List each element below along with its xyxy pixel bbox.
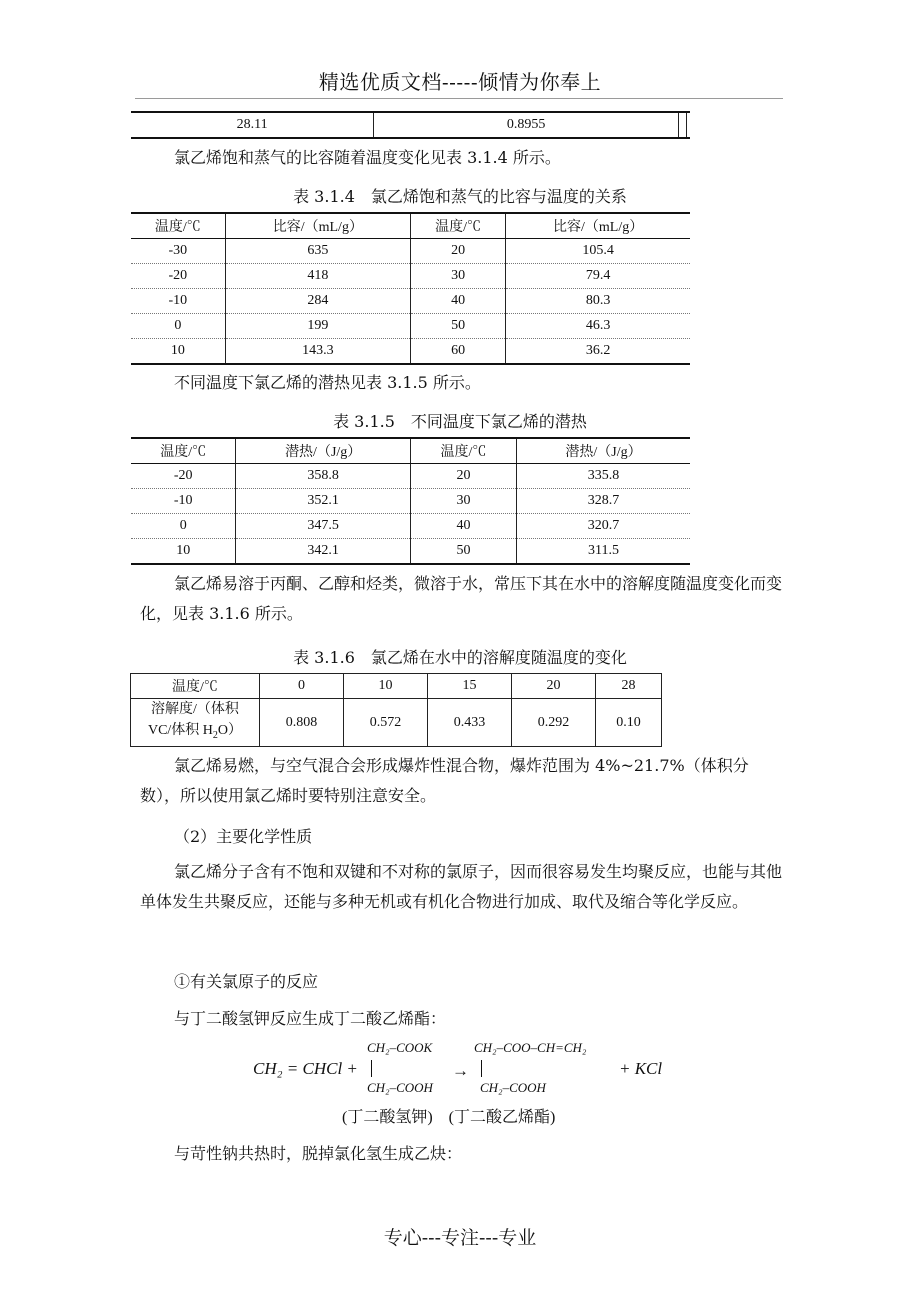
table-cell: 30 bbox=[410, 489, 516, 514]
table-cell: 635 bbox=[225, 239, 410, 264]
table-cell: 320.7 bbox=[587, 518, 620, 533]
product-top: CH₂–COO–CH=CH₂ bbox=[474, 1040, 587, 1055]
row-label bbox=[131, 699, 260, 747]
table-cell: 10 bbox=[344, 674, 428, 699]
paragraph-9: 与苛性钠共热时，脱掉氯化氢生成乙炔： bbox=[174, 1144, 463, 1163]
table-3-1-5 bbox=[131, 437, 690, 565]
header-cell: 比容/（mL/g） bbox=[225, 213, 410, 239]
table-3-1-6 bbox=[130, 673, 662, 747]
header-cell: 温度/℃ bbox=[410, 438, 516, 464]
compound-names: (丁二酸氢钾) (丁二酸乙烯酯) bbox=[342, 1109, 556, 1126]
table-3-1-6-caption: 表 3.1.6 氯乙烯在水中的溶解度随温度的变化 bbox=[293, 648, 627, 667]
table-cell: 143.3 bbox=[225, 339, 410, 365]
table-cell: 80.3 bbox=[585, 293, 611, 308]
header-cell: 潜热/（J/g） bbox=[236, 438, 411, 464]
bond-line bbox=[371, 1060, 372, 1077]
table-cell: 311.5 bbox=[588, 543, 619, 558]
paragraph-6: 氯乙烯分子含有不饱和双键和不对称的氯原子，因而很容易发生均聚反应，也能与其他单体发生共聚反应，还能与多种无机或有机化合物进行加成、取代及缩合等化学反应。 bbox=[140, 862, 783, 911]
table-cell: 418 bbox=[225, 264, 410, 289]
header-cell: 温度/℃ bbox=[410, 213, 505, 239]
table-cell: 105.4 bbox=[582, 243, 614, 258]
table-cell: -10 bbox=[131, 289, 225, 314]
table-cell: 20 bbox=[410, 239, 505, 264]
table-cell: 40 bbox=[410, 514, 516, 539]
table-cell: 20 bbox=[512, 674, 596, 699]
header-cell: 温度/℃ bbox=[131, 438, 236, 464]
table-row bbox=[131, 489, 690, 514]
table-cell: 40 bbox=[410, 289, 505, 314]
table-cell: 10 bbox=[131, 339, 225, 365]
table-cell: 0.10 bbox=[596, 699, 662, 747]
table-header-row bbox=[131, 213, 690, 239]
product-bottom: CH₂–COOH bbox=[480, 1080, 546, 1095]
paragraph-8: 与丁二酸氢钾反应生成丁二酸乙烯酯： bbox=[174, 1009, 447, 1028]
table-row bbox=[131, 464, 690, 489]
arrow-icon: → bbox=[452, 1061, 469, 1080]
table-cell: 28.11 bbox=[131, 112, 374, 138]
table-row bbox=[131, 539, 690, 565]
table-cell: -20 bbox=[131, 464, 236, 489]
table-row bbox=[131, 339, 690, 365]
table-cell: 36.2 bbox=[585, 343, 611, 358]
table-cell: 30 bbox=[410, 264, 505, 289]
paragraph-4: 氯乙烯易燃，与空气混合会形成爆炸性混合物，爆炸范围为 4%~21.7%（体积分数），所以使用氯乙烯时要特别注意安全。 bbox=[140, 756, 749, 805]
bond-line bbox=[481, 1060, 482, 1077]
paragraph-1: 氯乙烯饱和蒸气的比容随着温度变化见表 3.1.4 所示。 bbox=[174, 148, 561, 167]
reactant-top: CH₂–COOK bbox=[367, 1040, 433, 1055]
table-cell: 284 bbox=[225, 289, 410, 314]
table-cell: -30 bbox=[131, 239, 225, 264]
table-cell: 50 bbox=[410, 539, 516, 565]
equation-lhs: CH₂ = CHCl + bbox=[253, 1059, 358, 1078]
header-cell: 温度/℃ bbox=[131, 213, 225, 239]
subscript: 2 bbox=[212, 729, 218, 741]
table-cell: 20 bbox=[410, 464, 516, 489]
row-label-line1: 溶解度/（体积 bbox=[151, 702, 239, 718]
section-heading: （2）主要化学性质 bbox=[174, 827, 313, 846]
table-header-row bbox=[131, 438, 690, 464]
table-cell: 352.1 bbox=[236, 489, 411, 514]
table-cell: 0 bbox=[131, 314, 225, 339]
previous-table-tail bbox=[131, 111, 690, 139]
row-label-line2: VC/体积 H bbox=[147, 723, 213, 739]
table-cell: 342.1 bbox=[236, 539, 411, 565]
table-cell bbox=[678, 112, 686, 138]
table-3-1-4-caption: 表 3.1.4 氯乙烯饱和蒸气的比容与温度的关系 bbox=[293, 187, 627, 206]
table-cell: 328.7 bbox=[587, 493, 620, 508]
table-cell: 0.292 bbox=[512, 699, 596, 747]
table-cell: 10 bbox=[131, 539, 236, 565]
table-cell: 0.433 bbox=[428, 699, 512, 747]
table-cell: 199 bbox=[225, 314, 410, 339]
header-cell: 潜热/（J/g） bbox=[516, 438, 690, 464]
row-label: 温度/℃ bbox=[131, 674, 260, 699]
page-header: 精选优质文档-----倾情为你奉上 bbox=[318, 70, 602, 94]
page-footer: 专心---专注---专业 bbox=[383, 1227, 537, 1249]
table-row bbox=[131, 514, 690, 539]
table-cell: 0 bbox=[260, 674, 344, 699]
table-cell: 335.8 bbox=[587, 468, 620, 483]
table-row bbox=[131, 674, 662, 699]
table-cell: 0.8955 bbox=[374, 112, 679, 138]
table-row bbox=[131, 699, 662, 747]
table-cell: -20 bbox=[131, 264, 225, 289]
table-cell: 0.572 bbox=[344, 699, 428, 747]
table-cell: 50 bbox=[410, 314, 505, 339]
subsection-heading: ①有关氯原子的反应 bbox=[174, 972, 319, 991]
table-row bbox=[131, 314, 690, 339]
table-cell: -10 bbox=[131, 489, 236, 514]
table-cell: 358.8 bbox=[236, 464, 411, 489]
table-row bbox=[131, 239, 690, 264]
paragraph-3: 氯乙烯易溶于丙酮、乙醇和烃类，微溶于水，常压下其在水中的溶解度随温度变化而变化，见表 3.1.6 所示。 bbox=[140, 574, 783, 623]
table-cell bbox=[686, 112, 690, 138]
table-cell: 28 bbox=[596, 674, 662, 699]
reactant-bottom: CH₂–COOH bbox=[367, 1080, 433, 1095]
table-cell: 0.808 bbox=[260, 699, 344, 747]
table-cell: 60 bbox=[410, 339, 505, 365]
header-cell: 比容/（mL/g） bbox=[506, 213, 690, 239]
row-label-line2-end: O） bbox=[217, 723, 243, 739]
table-cell: 347.5 bbox=[236, 514, 411, 539]
table-3-1-4 bbox=[131, 212, 690, 365]
header-rule bbox=[135, 98, 783, 99]
table-cell: 15 bbox=[428, 674, 512, 699]
equation-kcl: + KCl bbox=[619, 1059, 663, 1078]
reaction-equation bbox=[250, 1040, 670, 1100]
table-row bbox=[131, 112, 690, 138]
table-cell: 79.4 bbox=[585, 268, 611, 283]
paragraph-2: 不同温度下氯乙烯的潜热见表 3.1.5 所示。 bbox=[174, 373, 481, 392]
table-row bbox=[131, 264, 690, 289]
table-cell: 0 bbox=[131, 514, 236, 539]
table-cell: 46.3 bbox=[585, 318, 611, 333]
table-3-1-5-caption: 表 3.1.5 不同温度下氯乙烯的潜热 bbox=[333, 412, 587, 431]
table-row bbox=[131, 289, 690, 314]
